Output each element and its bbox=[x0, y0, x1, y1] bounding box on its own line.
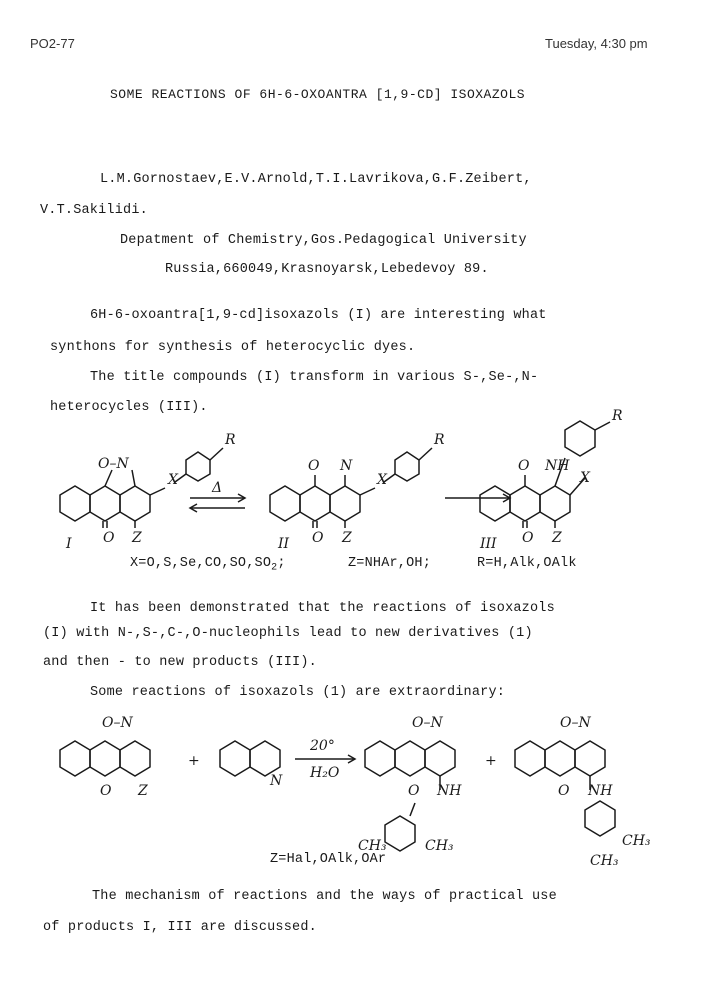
header-datetime: Tuesday, 4:30 pm bbox=[545, 36, 648, 51]
scheme2-plus-1: + bbox=[188, 753, 200, 769]
document-code: PO2-77 bbox=[30, 36, 75, 51]
paragraph-2-line-2: heterocycles (III). bbox=[50, 400, 208, 415]
scheme2-label-ch3-d: CH₃ bbox=[590, 853, 619, 869]
scheme1-label-o-3: O bbox=[518, 458, 530, 474]
compound-label-2: II bbox=[278, 536, 290, 552]
paragraph-5-line-1: The mechanism of reactions and the ways of practical use bbox=[92, 889, 557, 904]
scheme1-label-o-2: O bbox=[308, 458, 320, 474]
compound-label-1: I bbox=[66, 536, 72, 552]
affiliation-line-2: Russia,660049,Krasnoyarsk,Lebedevoy 89. bbox=[165, 262, 489, 277]
scheme2-label-o-3: O bbox=[558, 783, 570, 799]
compound-3-structure bbox=[480, 421, 610, 528]
paragraph-2-line-1: The title compounds (I) transform in various S-,Se-,N- bbox=[90, 370, 539, 385]
paragraph-5-line-2: of products I, III are discussed. bbox=[43, 920, 317, 935]
scheme2-label-o-2: O bbox=[408, 783, 420, 799]
scheme1-label-r-1: R bbox=[225, 432, 236, 448]
isoxazol-structure bbox=[60, 741, 150, 776]
scheme2-label-nh-3: NH bbox=[588, 783, 613, 799]
scheme1-label-nh-3: NH bbox=[545, 458, 570, 474]
scheme2-label-ch3-a: CH₃ bbox=[358, 838, 387, 854]
quinoline-structure bbox=[220, 741, 280, 776]
scheme2-label-temp: 20° bbox=[310, 738, 335, 754]
scheme1-label-x-1: X bbox=[168, 472, 178, 488]
scheme1-label-x-2: X bbox=[377, 472, 387, 488]
reaction-scheme-2 bbox=[40, 705, 670, 875]
paragraph-1-line-2: synthons for synthesis of heterocyclic dyes. bbox=[50, 340, 416, 355]
scheme1-label-r-3: R bbox=[612, 408, 623, 424]
scheme2-label-o-1: O bbox=[100, 783, 112, 799]
scheme1-label-z-1: Z bbox=[132, 530, 142, 546]
scheme2-label-nh-2: NH bbox=[437, 783, 462, 799]
paragraph-3-line-3: and then - to new products (III). bbox=[43, 655, 317, 670]
scheme2-label-ch3-b: CH₃ bbox=[425, 838, 454, 854]
compound-1-structure bbox=[60, 448, 223, 528]
scheme1-conditions-r: R=H,Alk,OAlk bbox=[477, 556, 577, 571]
scheme1-label-on-1: O–N bbox=[98, 456, 129, 472]
scheme2-label-solvent: H₂O bbox=[310, 765, 340, 781]
paragraph-1-line-1: 6H-6-oxoantra[1,9-cd]isoxazols (I) are interesting what bbox=[90, 308, 547, 323]
scheme1-label-delta: Δ bbox=[212, 480, 223, 496]
scheme2-label-ch3-c: CH₃ bbox=[622, 833, 651, 849]
paragraph-3-line-2: (I) with N-,S-,C-,O-nucleophils lead to new derivatives (1) bbox=[43, 626, 533, 641]
authors-line-1: L.M.Gornostaev,E.V.Arnold,T.I.Lavrikova,G.F.Zeibert, bbox=[100, 172, 532, 187]
scheme1-label-r-2: R bbox=[434, 432, 445, 448]
paragraph-4-line-1: Some reactions of isoxazols (1) are extraordinary: bbox=[90, 685, 506, 700]
scheme2-label-on-2: O–N bbox=[412, 715, 443, 731]
scheme2-conditions-z: Z=Hal,OAlk,OAr bbox=[270, 852, 387, 867]
authors-line-2: V.T.Sakilidi. bbox=[40, 203, 148, 218]
scheme1-label-o-2b: O bbox=[312, 530, 324, 546]
page-title: SOME REACTIONS OF 6H-6-OXOANTRA [1,9-CD] ISOXAZOLS bbox=[110, 87, 526, 102]
scheme1-label-o-3b: O bbox=[522, 530, 534, 546]
scheme1-label-z-2: Z bbox=[342, 530, 352, 546]
affiliation-line-1: Depatment of Chemistry,Gos.Pedagogical University bbox=[120, 233, 527, 248]
scheme1-label-z-3: Z bbox=[552, 530, 562, 546]
scheme2-label-z-1: Z bbox=[138, 783, 148, 799]
reaction-scheme-1 bbox=[40, 408, 670, 575]
scheme1-label-o-1: O bbox=[103, 530, 115, 546]
scheme1-label-x-3: X bbox=[580, 470, 590, 486]
scheme1-conditions-z: Z=NHAr,OH; bbox=[348, 556, 432, 571]
paragraph-3-line-1: It has been demonstrated that the reactions of isoxazols bbox=[90, 601, 555, 616]
compound-label-3: III bbox=[480, 536, 497, 552]
scheme2-label-on-3: O–N bbox=[560, 715, 591, 731]
scheme1-conditions-x: $X=O,S,Se,CO,SO,SO_2$; bbox=[130, 556, 286, 574]
scheme2-label-n-quinoline: N bbox=[270, 773, 283, 789]
scheme2-label-on-1: O–N bbox=[102, 715, 133, 731]
scheme1-label-n-2: N bbox=[340, 458, 353, 474]
scheme2-plus-2: + bbox=[485, 753, 497, 769]
